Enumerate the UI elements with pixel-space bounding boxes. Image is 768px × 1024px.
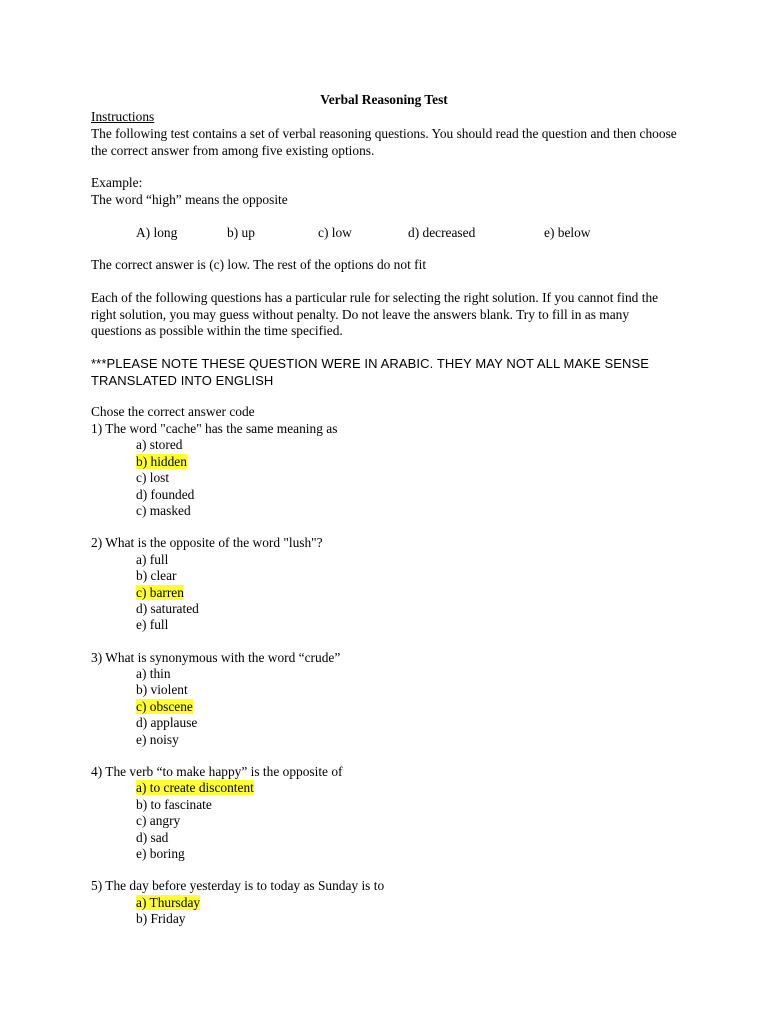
answer-option: d) applause	[136, 715, 198, 730]
question-prompt: 2) What is the opposite of the word "lush"?	[91, 535, 323, 550]
answer-option-highlighted: c) obscene	[136, 699, 193, 714]
answer-option: c) lost	[136, 470, 170, 485]
answer-option: b) to fascinate	[136, 797, 212, 812]
question-prompt: 1) The word "cache" has the same meaning as	[91, 421, 338, 436]
answer-option: e) boring	[136, 846, 185, 861]
example-option: c) low	[318, 225, 352, 240]
answer-option: d) founded	[136, 487, 195, 502]
example-answer: The correct answer is (c) low. The rest of the options do not fit	[91, 257, 427, 272]
answer-option: a) stored	[136, 437, 183, 452]
arabic-note: ***PLEASE NOTE THESE QUESTION WERE IN ARABIC. THEY MAY NOT ALL MAKE SENSE TRANSLATED INTO ENGLISH	[91, 356, 650, 388]
answer-option: c) angry	[136, 813, 181, 828]
answer-option: a) thin	[136, 666, 171, 681]
example-option: e) below	[544, 225, 591, 240]
example-option: d) decreased	[408, 225, 476, 240]
example-option: A) long	[136, 225, 178, 240]
answer-option: d) saturated	[136, 601, 199, 616]
question-prompt: 4) The verb “to make happy” is the opposite of	[91, 764, 343, 779]
question-prompt: 3) What is synonymous with the word “crude”	[91, 650, 341, 665]
answer-option: b) violent	[136, 682, 188, 697]
answer-option: a) full	[136, 552, 169, 567]
rules-text: Each of the following questions has a particular rule for selecting the right solution. If you cannot find the right solution, you may guess without penalty. Do not leave the answers blank. Try to fill in as many questions as possible within the time specified.	[91, 290, 659, 338]
answer-option-highlighted: a) Thursday	[136, 895, 201, 910]
answer-option-highlighted: c) barren	[136, 585, 184, 600]
answer-option: c) masked	[136, 503, 191, 518]
instructions-heading: Instructions	[91, 109, 155, 124]
answer-option: e) full	[136, 617, 169, 632]
example-option: b) up	[227, 225, 255, 240]
answer-option: d) sad	[136, 830, 169, 845]
page-title: Verbal Reasoning Test	[320, 92, 448, 107]
choose-label: Chose the correct answer code	[91, 404, 255, 419]
answer-option: e) noisy	[136, 732, 179, 747]
answer-option: b) Friday	[136, 911, 186, 926]
example-prompt: The word “high” means the opposite	[91, 192, 288, 207]
answer-option: b) clear	[136, 568, 177, 583]
answer-option-highlighted: b) hidden	[136, 454, 187, 469]
question-prompt: 5) The day before yesterday is to today as Sunday is to	[91, 878, 385, 893]
answer-option-highlighted: a) to create discontent	[136, 780, 254, 795]
example-label: Example:	[91, 175, 143, 190]
instructions-text: The following test contains a set of verbal reasoning questions. You should read the question and then choose the correct answer from among five existing options.	[91, 126, 677, 158]
